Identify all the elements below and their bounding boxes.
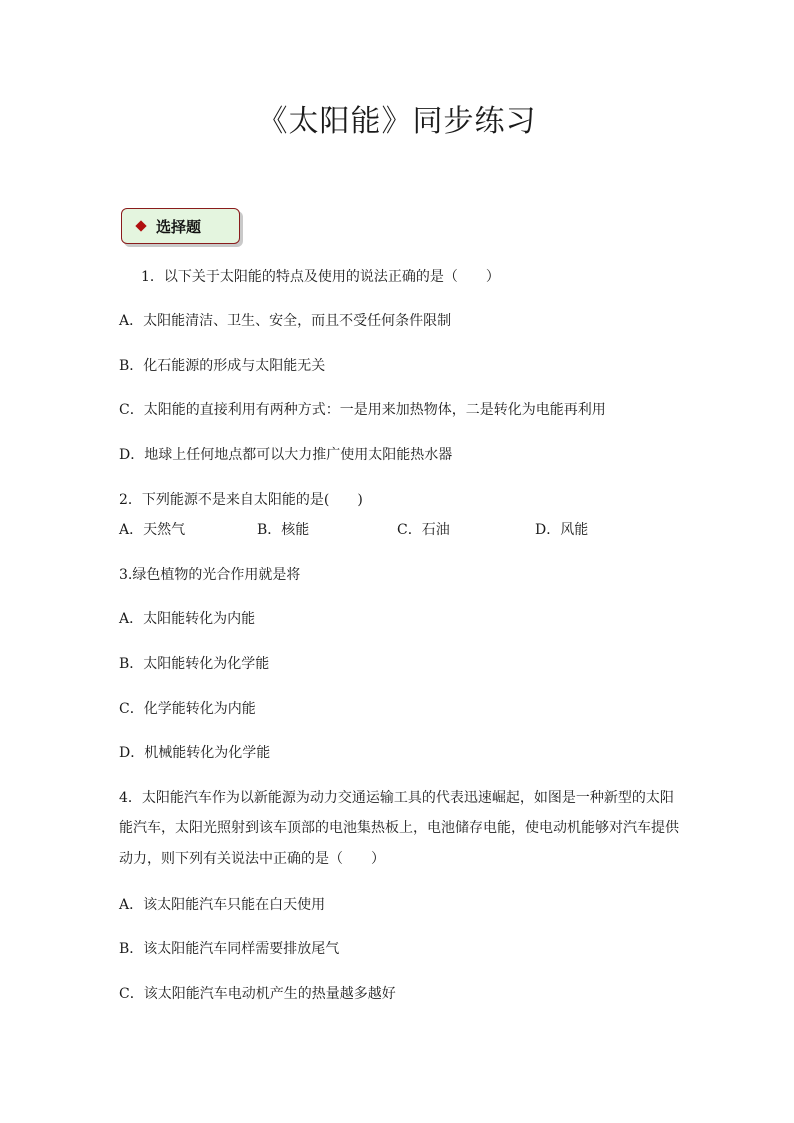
question-3-stem: 3.绿色植物的光合作用就是将 xyxy=(119,567,301,583)
diamond-icon xyxy=(135,220,146,231)
question-1-option-a: A．太阳能清洁、卫生、安全，而且不受任何条件限制 xyxy=(119,313,452,329)
question-2-option-d: D．风能 xyxy=(535,522,589,538)
question-1-option-b: B．化石能源的形成与太阳能无关 xyxy=(119,358,326,374)
question-2-option-c: C．石油 xyxy=(397,522,450,538)
question-2-stem: 2．下列能源不是来自太阳能的是( ) xyxy=(119,492,363,508)
question-3-option-a: A．太阳能转化为内能 xyxy=(119,611,256,627)
question-4-stem-line-1: 4．太阳能汽车作为以新能源为动力交通运输工具的代表迅速崛起，如图是一种新型的太阳 xyxy=(119,790,674,806)
question-1-option-d: D．地球上任何地点都可以大力推广使用太阳能热水器 xyxy=(119,447,453,463)
question-1-stem: 1．以下关于太阳能的特点及使用的说法正确的是（ ） xyxy=(141,269,500,285)
question-3-option-b: B．太阳能转化为化学能 xyxy=(119,656,270,672)
question-2-option-b: B．核能 xyxy=(257,522,310,538)
question-4-stem-line-2: 能汽车，太阳光照射到该车顶部的电池集热板上，电池储存电能，使电动机能够对汽车提供 xyxy=(119,820,679,836)
question-4-option-c: C．该太阳能汽车电动机产生的热量越多越好 xyxy=(119,986,396,1002)
question-1-option-c: C．太阳能的直接利用有两种方式：一是用来加热物体，二是转化为电能再利用 xyxy=(119,402,606,418)
section-tag xyxy=(121,208,240,244)
question-4-option-b: B．该太阳能汽车同样需要排放尾气 xyxy=(119,941,340,957)
question-3-option-c: C．化学能转化为内能 xyxy=(119,701,256,717)
page-title: 《太阳能》同步练习 xyxy=(257,104,537,139)
question-4-stem-line-3: 动力，则下列有关说法中正确的是（ ） xyxy=(119,851,385,867)
question-2-option-a: A．天然气 xyxy=(119,522,186,538)
section-label: 选择题 xyxy=(156,218,202,236)
question-3-option-d: D．机械能转化为化学能 xyxy=(119,745,271,761)
question-4-option-a: A．该太阳能汽车只能在白天使用 xyxy=(119,897,326,913)
